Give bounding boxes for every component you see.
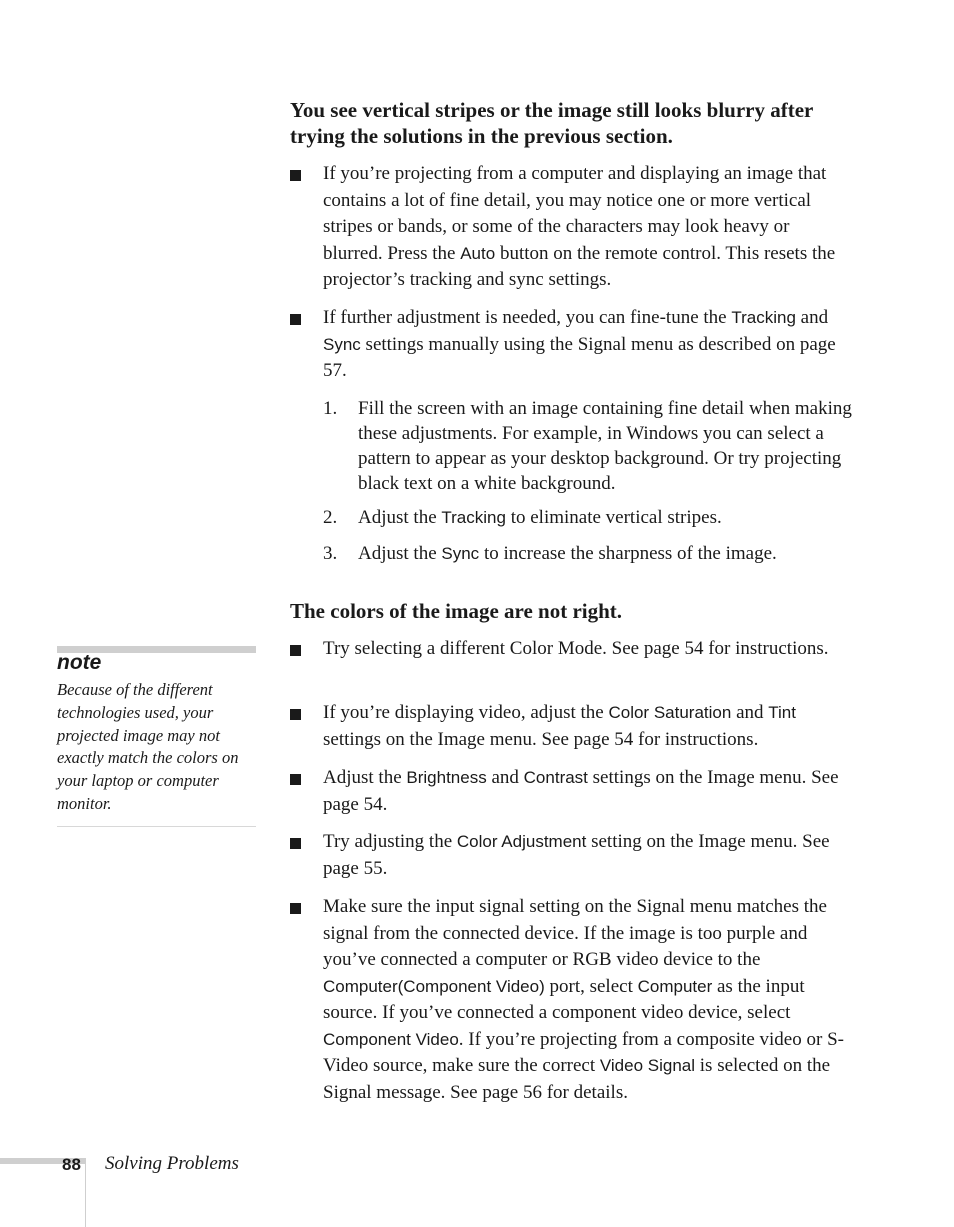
list-item bbox=[290, 305, 850, 385]
list-item bbox=[290, 765, 850, 820]
bullet-square-icon bbox=[290, 314, 301, 325]
port-name-computer-component-video: Computer(Component Video) bbox=[323, 976, 545, 996]
list-item bbox=[290, 829, 850, 884]
step-text: Fill the screen with an image containing fine detail when making these adjustments. For example, in Windows you can select a pattern to appear as your desktop background. Or try projecting black text on a white background. bbox=[358, 398, 852, 494]
note-bottom-divider bbox=[57, 826, 256, 827]
page-number: 88 bbox=[62, 1155, 81, 1174]
bullet-square-icon bbox=[290, 774, 301, 785]
numbered-step bbox=[290, 505, 850, 533]
note-title: note bbox=[57, 651, 102, 674]
bullet-text: If you’re projecting from a computer and displaying an image that contains a lot of fine detail, you may notice one or more vertical stripes or bands, or some of the characters may look heavy or blurred. Press the Auto button on the remote control. This resets the projector’s tracking and sync settings. bbox=[323, 163, 836, 290]
source-name-computer: Computer bbox=[637, 976, 713, 996]
list-item bbox=[290, 894, 850, 1109]
bullet-square-icon bbox=[290, 170, 301, 181]
list-item bbox=[290, 700, 850, 755]
setting-name-sync: Sync bbox=[323, 334, 361, 354]
bullet-square-icon bbox=[290, 903, 301, 914]
footer-section-name: Solving Problems bbox=[105, 1153, 239, 1174]
bullet-text: Make sure the input signal setting on the Signal menu matches the signal from the connected device. If the image is too purple and you’ve connected a computer or RGB video device to the Computer(Component Video) port, select Computer as the input source. If you’ve connected a component video device, select Component Video. If you’re projecting from a composite video or S-Video source, make sure the correct Video Signal is selected on the Signal message. See page 56 for details. bbox=[323, 896, 844, 1103]
setting-name-color-adjustment: Color Adjustment bbox=[456, 832, 587, 851]
setting-name-color-saturation: Color Saturation bbox=[608, 703, 732, 722]
step-number: 3. bbox=[323, 543, 338, 564]
bullet-text: If further adjustment is needed, you can fine-tune the Tracking and Sync settings manually using the Signal menu as described on page 57. bbox=[323, 307, 836, 381]
setting-name-tracking: Tracking bbox=[441, 508, 506, 527]
step-text: Adjust the Tracking to eliminate vertical stripes. bbox=[358, 507, 722, 528]
section-heading-colors: The colors of the image are not right. bbox=[290, 599, 623, 623]
numbered-step bbox=[290, 541, 850, 569]
bullet-text: Try adjusting the Color Adjustment setting on the Image menu. See page 55. bbox=[323, 831, 830, 879]
source-name-component-video: Component Video bbox=[323, 1029, 459, 1049]
bullet-square-icon bbox=[290, 838, 301, 849]
list-item bbox=[290, 636, 850, 691]
footer-vertical-divider bbox=[85, 1158, 86, 1227]
numbered-step bbox=[290, 396, 850, 496]
setting-name-video-signal: Video Signal bbox=[599, 1056, 696, 1075]
bullet-square-icon bbox=[290, 709, 301, 720]
step-text: Adjust the Sync to increase the sharpness of the image. bbox=[358, 543, 777, 564]
step-number: 2. bbox=[323, 507, 338, 528]
section-heading-vertical-stripes: You see vertical stripes or the image still looks blurry after trying the solutions in the previous section. bbox=[290, 98, 813, 148]
setting-name-brightness: Brightness bbox=[406, 768, 487, 787]
list-item bbox=[290, 161, 850, 291]
setting-name-tracking: Tracking bbox=[731, 308, 796, 327]
setting-name-sync: Sync bbox=[441, 544, 480, 563]
bullet-square-icon bbox=[290, 645, 301, 656]
setting-name-tint: Tint bbox=[768, 703, 796, 722]
control-name-auto: Auto bbox=[460, 243, 496, 263]
bullet-text: Adjust the Brightness and Contrast settings on the Image menu. See page 54. bbox=[323, 767, 839, 815]
bullet-text: If you’re displaying video, adjust the Color Saturation and Tint settings on the Image menu. See page 54 for instructions. bbox=[323, 702, 796, 750]
step-number: 1. bbox=[323, 398, 338, 419]
note-body: Because of the different technologies used, your projected image may not exactly match the colors on your laptop or computer monitor. bbox=[57, 680, 239, 813]
setting-name-contrast: Contrast bbox=[523, 768, 588, 787]
bullet-text: Try selecting a different Color Mode. See page 54 for instructions. bbox=[323, 638, 829, 659]
